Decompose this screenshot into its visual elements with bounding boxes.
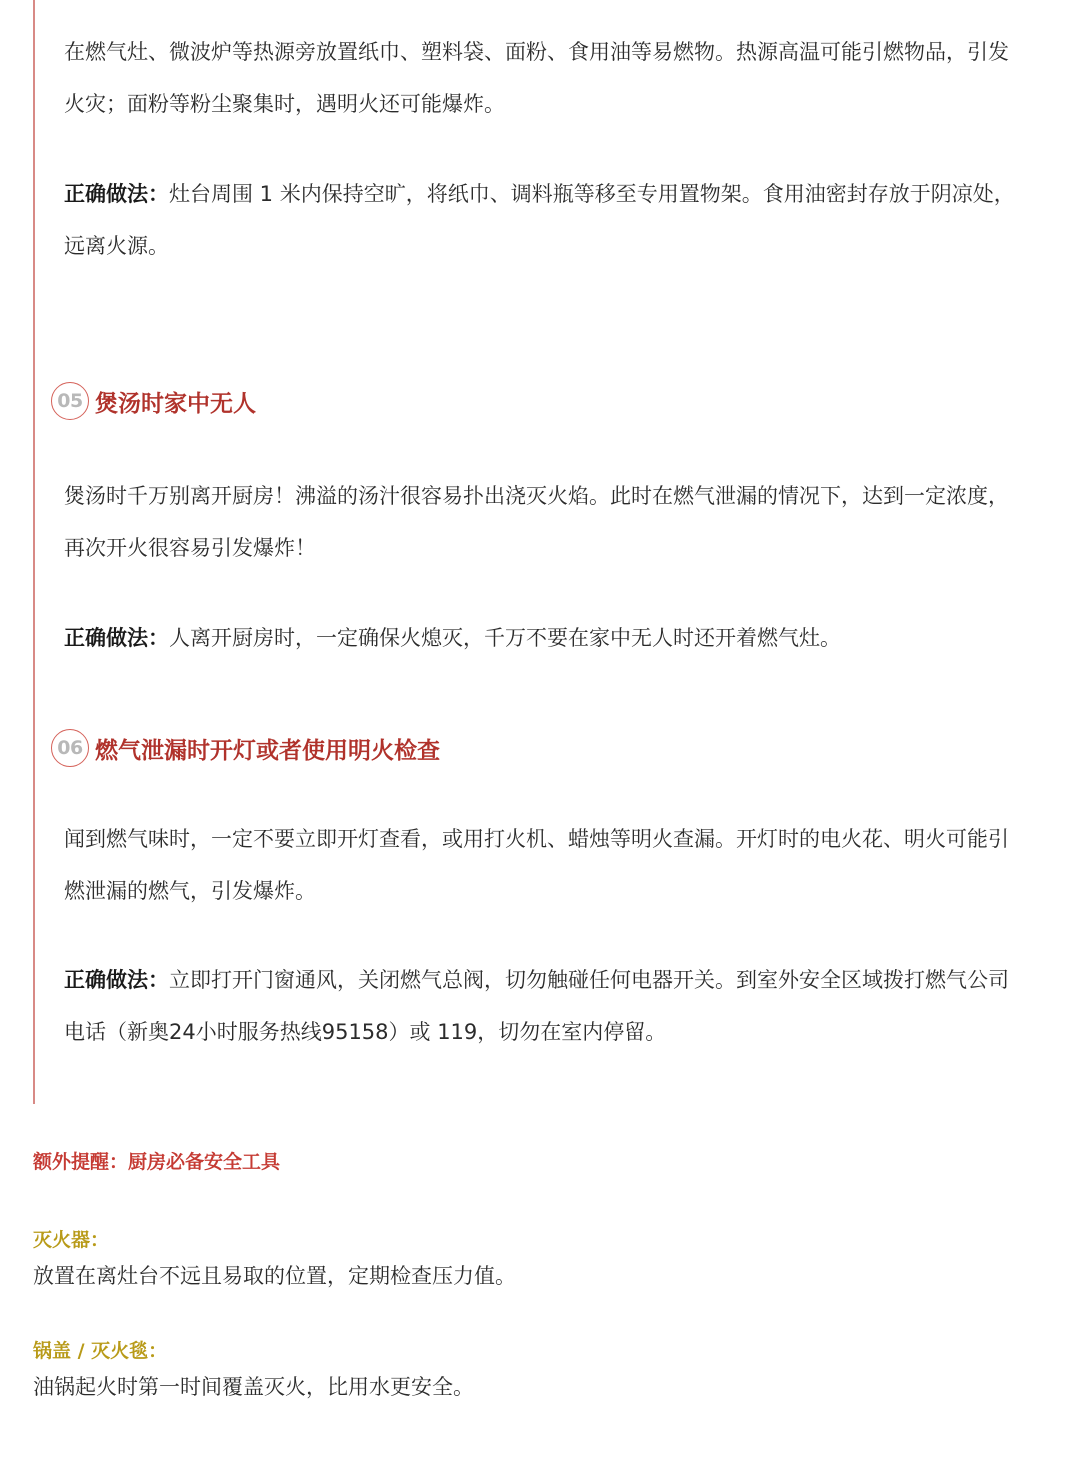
section-06-body [64,813,1024,917]
section-05-fix [64,612,1024,664]
section-04-paragraph: 在燃气灶、微波炉等热源旁放置纸巾、塑料袋、面粉、食用油等易燃物。热源高温可能引燃物品，引发火灾；面粉等粉尘聚集时，遇明火还可能爆炸。 [64,40,1009,116]
fix-text: 立即打开门窗通风，关闭燃气总阀，切勿触碰任何电器开关。到室外安全区域拨打燃气公司电话（新奥24小时服务热线95158）或 119，切勿在室内停留。 [64,968,1009,1044]
section-06-paragraph: 闻到燃气味时，一定不要立即开灯查看，或用打火机、蜡烛等明火查漏。开灯时的电火花、明火可能引燃泄漏的燃气，引发爆炸。 [64,827,1009,903]
left-accent-rule [33,0,35,1104]
section-06-fix-paragraph [64,954,1024,1058]
tool-desc-extinguisher: 放置在离灶台不远且易取的位置，定期检查压力值。 [33,1264,516,1288]
tool-desc-lid-blanket: 油锅起火时第一时间覆盖灭火，比用水更安全。 [33,1375,474,1399]
tool-label-lid-blanket: 锅盖 / 灭火毯： [33,1340,168,1362]
section-04-fix-paragraph [64,168,1024,272]
extra-reminder-title: 额外提醒：厨房必备安全工具 [33,1151,281,1173]
section-number-badge: 06 [51,729,89,767]
section-title: 煲汤时家中无人 [95,390,256,417]
section-06-heading [51,728,440,768]
section-05-body [64,470,1024,574]
fix-label: 正确做法： [64,968,169,992]
fix-text: 人离开厨房时，一定确保火熄灭，千万不要在家中无人时还开着燃气灶。 [169,626,841,650]
section-04-fix [64,168,1024,272]
section-05-fix-paragraph [64,612,1024,664]
fix-label: 正确做法： [64,182,169,206]
section-04-body [64,26,1024,130]
section-05-paragraph: 煲汤时千万别离开厨房！沸溢的汤汁很容易扑出浇灭火焰。此时在燃气泄漏的情况下，达到一定浓度，再次开火很容易引发爆炸！ [64,484,1009,560]
fix-text: 灶台周围 1 米内保持空旷，将纸巾、调料瓶等移至专用置物架。食用油密封存放于阴凉处，远离火源。 [64,182,1015,258]
section-title: 燃气泄漏时开灯或者使用明火检查 [95,737,440,764]
section-05-heading [51,381,256,421]
fix-label: 正确做法： [64,626,169,650]
section-06-fix [64,954,1024,1058]
tool-label-extinguisher: 灭火器： [33,1229,110,1251]
section-number-badge: 05 [51,382,89,420]
